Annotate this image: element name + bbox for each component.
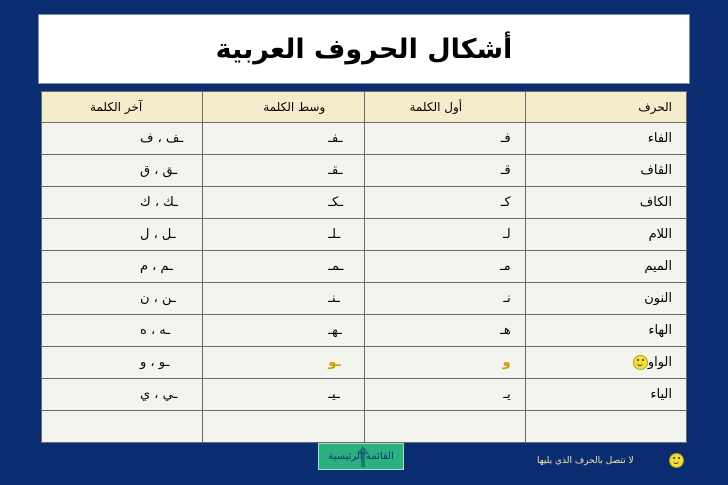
highlighted-form: ـو [328, 355, 341, 370]
end-form-cell: ـي ، ي [42, 379, 203, 411]
letter-name-cell: النون [525, 283, 686, 315]
middle-form-cell: ـقـ [203, 155, 364, 187]
end-form-cell: ـن ، ن [42, 283, 203, 315]
page-title: أشكال الحروف العربية [215, 33, 513, 65]
middle-form-cell: ـلـ [203, 219, 364, 251]
end-form-cell: ـق ، ق [42, 155, 203, 187]
header-start: أول الكلمة [364, 92, 525, 123]
letters-table [41, 91, 687, 443]
start-form-cell: فـ [364, 123, 525, 155]
middle-form-cell: ـكـ [203, 187, 364, 219]
middle-form-cell [203, 411, 364, 443]
middle-form-cell: ـمـ [203, 251, 364, 283]
letter-name-cell: اللام [525, 219, 686, 251]
letter-name-cell: الهاء [525, 315, 686, 347]
letter-name-cell: الميم [525, 251, 686, 283]
header-letter: الحرف [525, 92, 686, 123]
title-box [38, 14, 690, 84]
start-form-cell: لـ [364, 219, 525, 251]
letter-name-cell: الواو [525, 347, 686, 379]
middle-form-cell [203, 347, 364, 379]
table-header-row [42, 92, 687, 123]
table-row [42, 347, 687, 379]
smiley-icon[interactable] [669, 453, 684, 468]
table-row [42, 251, 687, 283]
start-form-cell [364, 411, 525, 443]
middle-form-cell: ـيـ [203, 379, 364, 411]
header-end: آخر الكلمة [42, 92, 203, 123]
letter-name-cell: الكاف [525, 187, 686, 219]
start-form-cell: مـ [364, 251, 525, 283]
end-form-cell [42, 411, 203, 443]
home-menu-label: القائمة الرئيسية [328, 451, 394, 462]
letter-name-cell: القاف [525, 155, 686, 187]
end-form-cell: ـف ، ف [42, 123, 203, 155]
middle-form-cell: ـفـ [203, 123, 364, 155]
middle-form-cell: ـهـ [203, 315, 364, 347]
start-form-cell: هـ [364, 315, 525, 347]
end-form-cell: ـم ، م [42, 251, 203, 283]
table-row [42, 219, 687, 251]
start-form-cell: يـ [364, 379, 525, 411]
table-row [42, 187, 687, 219]
table-row [42, 283, 687, 315]
start-form-cell: قـ [364, 155, 525, 187]
letter-name-cell: الفاء [525, 123, 686, 155]
middle-form-cell: ـنـ [203, 283, 364, 315]
letter-name-cell [525, 411, 686, 443]
end-form-cell: ـل ، ل [42, 219, 203, 251]
end-form-cell: ـه ، ه [42, 315, 203, 347]
end-form-cell: ـو ، و [42, 347, 203, 379]
table-row [42, 155, 687, 187]
table-row [42, 123, 687, 155]
smiley-icon[interactable] [633, 355, 648, 370]
table-row [42, 315, 687, 347]
letter-name-cell: الياء [525, 379, 686, 411]
table-row [42, 411, 687, 443]
home-menu-button[interactable] [318, 443, 404, 470]
start-form-cell: نـ [364, 283, 525, 315]
end-form-cell: ـك ، ك [42, 187, 203, 219]
start-form-cell [364, 347, 525, 379]
footer-note: لا تتصل بالحرف الذي يليها [537, 456, 634, 466]
start-form-cell: كـ [364, 187, 525, 219]
table-row [42, 379, 687, 411]
header-middle: وسط الكلمة [203, 92, 364, 123]
highlighted-form: و [502, 355, 511, 370]
